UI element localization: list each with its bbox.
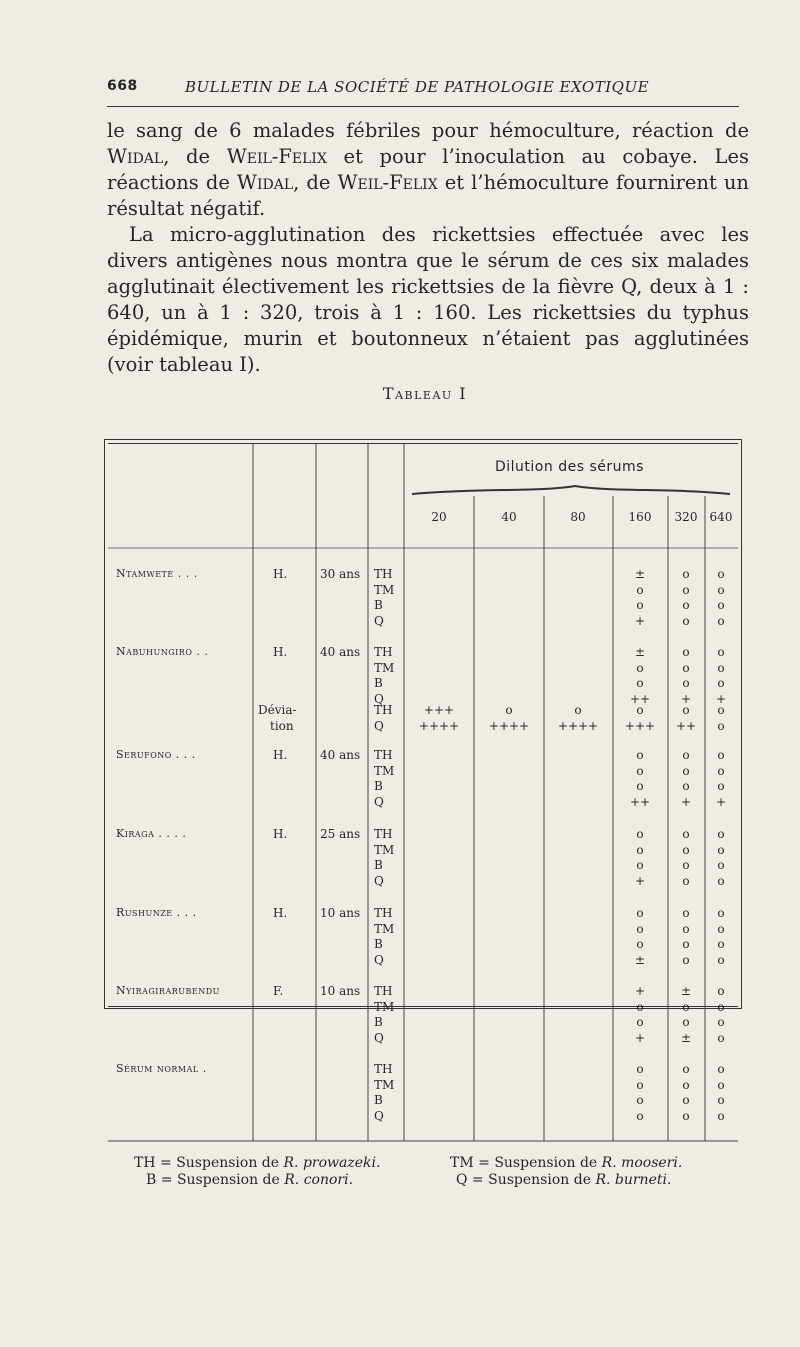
agglutination-result: o [717,937,725,952]
agglutination-result: o [636,906,644,920]
agglutination-result: o [682,1062,690,1076]
patient-name: Nyiragirarubendu [116,984,220,997]
agglutination-result: ++++ [557,718,599,733]
antigen-label: B [374,1015,383,1030]
agglutination-result: o [505,703,513,717]
agglutination-result: o [717,999,725,1014]
agglutination-result: ++ [629,691,651,706]
agglutination-result: + [634,873,646,888]
agglutination-result: o [636,763,644,778]
antigen-label: TH [374,1062,393,1076]
antigen-label: TM [374,999,395,1014]
agglutination-result: ± [634,567,646,581]
antigen-label: TH [374,567,393,581]
antigen-label: Q [374,794,384,809]
patient-name: Sérum normal . [116,1062,207,1075]
agglutination-result: o [636,937,644,952]
dilution-header-40: 40 [501,510,517,524]
patient-age: 25 ans [320,827,361,841]
patient-age: 10 ans [320,906,361,920]
antigen-label: B [374,676,383,691]
agglutination-result: o [636,842,644,857]
agglutination-result: ± [634,952,646,967]
agglutination-result: o [636,858,644,873]
patient-sex: H. [273,906,288,920]
agglutination-result: o [682,582,690,597]
agglutination-result: o [717,952,725,967]
legend-q: Q = Suspension de R. burneti. [456,1172,672,1188]
patient-age: 40 ans [320,748,361,762]
agglutination-result: o [717,763,725,778]
patient-sex-cont: tion [270,718,294,733]
antigen-label: B [374,598,383,613]
agglutination-result: o [636,827,644,841]
agglutination-result: o [717,718,725,733]
agglutination-result: o [682,952,690,967]
antigen-label: TH [374,645,393,659]
agglutination-result: +++ [423,703,455,717]
agglutination-result: o [717,984,725,998]
agglutination-result: o [717,842,725,857]
agglutination-result: ++ [675,718,697,733]
antigen-label: TM [374,921,395,936]
dilution-group-header: Dilution des sérums [495,459,644,475]
antigen-label: Q [374,718,384,733]
agglutination-result: o [636,921,644,936]
patient-name: Rushunze . . . [116,906,197,919]
patient-sex: H. [273,827,288,841]
antigen-label: TH [374,703,393,717]
agglutination-result: ± [680,984,692,998]
agglutination-result: o [636,1015,644,1030]
antigen-label: Q [374,952,384,967]
patient-sex: Dévia- [258,703,297,717]
agglutination-result: o [717,676,725,691]
agglutination-result: o [717,906,725,920]
agglutination-result: o [682,827,690,841]
agglutination-result: o [682,937,690,952]
dilution-header-80: 80 [570,510,586,524]
patient-name: Nabuhungiro . . [116,645,209,658]
agglutination-result: o [717,1093,725,1108]
agglutination-result: o [682,999,690,1014]
paragraph-2: La micro-agglutination des rickettsies effectuée avec les divers antigènes nous montra que le sérum de ces six malades agglutinait électivement les rickettsies de la fièvre Q, deux à 1 : 640, un à 1 : 320, trois à 1 : 160. Les rickettsies du typhus épidémique, murin et boutonneux n’étaient pas agglutinées (voir tableau I). [107,223,749,376]
patient-age: 40 ans [320,645,361,659]
agglutination-result: o [636,660,644,675]
patient-name: Serufono . . . [116,748,196,761]
agglutination-result: o [636,1062,644,1076]
antigen-label: B [374,858,383,873]
antigen-label: TM [374,842,395,857]
agglutination-result: ± [680,1030,692,1045]
agglutination-result: o [636,1108,644,1123]
agglutination-result: o [682,1093,690,1108]
dilution-header-160: 160 [628,510,652,524]
agglutination-result: o [717,1030,725,1045]
agglutination-result: o [682,703,690,717]
agglutination-result: o [717,582,725,597]
agglutination-result: o [682,763,690,778]
dilution-header-20: 20 [431,510,447,524]
agglutination-result: o [717,598,725,613]
patient-sex: H. [273,567,288,581]
agglutination-result: + [634,1030,646,1045]
agglutination-result: o [717,921,725,936]
antigen-label: Q [374,691,384,706]
agglutination-result: ++ [629,794,651,809]
agglutination-result: o [717,613,725,628]
agglutination-result: o [574,703,582,717]
agglutination-result: o [717,858,725,873]
agglutination-result: o [682,842,690,857]
agglutination-result: ± [634,645,646,659]
agglutination-result: o [682,906,690,920]
antigen-label: TH [374,827,393,841]
agglutination-result: o [717,645,725,659]
antigen-label: Q [374,1108,384,1123]
agglutination-result: +++ [624,718,656,733]
agglutination-result: o [717,1015,725,1030]
agglutination-result: o [682,921,690,936]
agglutination-result: + [634,613,646,628]
agglutination-result: o [717,779,725,794]
agglutination-result: o [717,873,725,888]
agglutination-result: o [636,598,644,613]
agglutination-result: o [717,660,725,675]
agglutination-result: o [717,1062,725,1076]
dilution-header-640: 640 [709,510,733,524]
antigen-label: TM [374,582,395,597]
patient-name: Ntamwete . . . [116,567,198,580]
agglutination-result: o [636,1093,644,1108]
agglutination-result: o [636,676,644,691]
agglutination-result: + [680,794,692,809]
agglutination-result: o [682,676,690,691]
legend-tm: TM = Suspension de R. mooseri. [450,1155,683,1171]
paragraph-1: le sang de 6 malades fébriles pour hémoculture, réaction de Widal, de Weil-Felix et pour l’inoculation au cobaye. Les réactions de Widal, de Weil-Felix et l’hémoculture fournirent un résultat négatif. [107,119,750,220]
antigen-label: Q [374,1030,384,1045]
agglutination-result: o [717,748,725,762]
patient-age: 10 ans [320,984,361,998]
antigen-label: Q [374,873,384,888]
agglutination-result: o [682,613,690,628]
agglutination-result: o [682,858,690,873]
antigen-label: B [374,779,383,794]
antigen-label: B [374,1093,383,1108]
agglutination-result: o [636,582,644,597]
agglutination-result: + [634,984,646,998]
agglutination-result: + [715,794,727,809]
antigen-label: TM [374,1077,395,1092]
agglutination-result: + [715,691,727,706]
table-title: Tableau I [382,384,468,403]
agglutination-result: ++++ [418,718,460,733]
agglutination-result: o [682,660,690,675]
antigen-label: B [374,937,383,952]
agglutination-result: o [636,779,644,794]
patient-name: Kiraga . . . . [116,827,187,840]
antigen-label: TM [374,763,395,778]
agglutination-result: o [682,598,690,613]
agglutination-result: o [682,1015,690,1030]
running-title: BULLETIN DE LA SOCIÉTÉ DE PATHOLOGIE EXOTIQUE [185,78,650,96]
patient-sex: H. [273,748,288,762]
agglutination-result: o [636,703,644,717]
agglutination-result: o [717,1108,725,1123]
agglutination-result: o [636,748,644,762]
agglutination-result: o [717,1077,725,1092]
agglutination-result: o [636,1077,644,1092]
legend-b: B = Suspension de R. conori. [146,1172,354,1188]
agglutination-result: o [717,827,725,841]
agglutination-result: o [682,1108,690,1123]
antigen-label: TM [374,660,395,675]
agglutination-result: o [682,873,690,888]
agglutination-result: + [680,691,692,706]
agglutination-result: ++++ [488,718,530,733]
agglutination-result: o [682,1077,690,1092]
legend-th: TH = Suspension de R. prowazeki. [134,1155,381,1171]
antigen-label: TH [374,984,393,998]
agglutination-result: o [682,748,690,762]
patient-sex: H. [273,645,288,659]
agglutination-result: o [717,567,725,581]
patient-age: 30 ans [320,567,361,581]
agglutination-result: o [636,999,644,1014]
agglutination-result: o [682,779,690,794]
agglutination-result: o [682,645,690,659]
antigen-label: TH [374,906,393,920]
agglutination-result: o [717,703,725,717]
antigen-label: Q [374,613,384,628]
patient-sex: F. [273,984,284,998]
agglutination-result: o [682,567,690,581]
page-number: 668 [107,78,138,94]
antigen-label: TH [374,748,393,762]
dilution-header-320: 320 [674,510,698,524]
